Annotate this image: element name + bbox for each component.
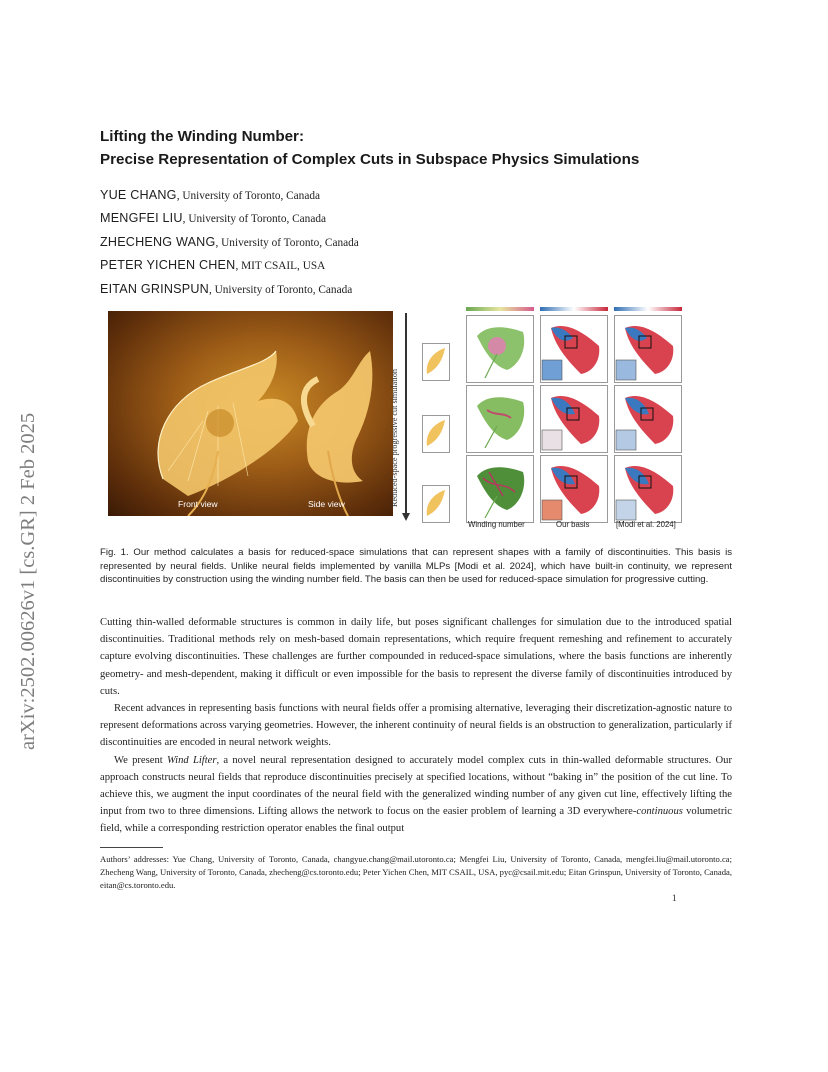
basis-cell-2 (540, 385, 608, 453)
author-name: PETER YICHEN CHEN (100, 258, 236, 273)
author-row (100, 278, 740, 301)
basis-cell-1 (540, 315, 608, 383)
figure-caption: Fig. 1. Our method calculates a basis for reduced-space simulations that can represent shapes with a family of discontinuities. This basis is represented by neural fields. Unlike neural fields implemented by vanilla MLPs [Modi et al. 2024], which have built-in continuity, we represent discontinuities by construction using the winding number field. The basis can then be used for reduced-space simulation for progressive cutting. (100, 547, 732, 585)
progress-arrow-head-icon (402, 513, 410, 521)
author-name: YUE CHANG (100, 188, 177, 202)
modi-cell-1 (614, 315, 682, 383)
author-affiliation: , University of Toronto, Canada (182, 213, 326, 226)
author-row (100, 231, 740, 254)
title-line-2: Precise Representation of Complex Cuts in Subspace Physics Simulations (100, 151, 640, 168)
page-number: 1 (672, 893, 677, 903)
author-affiliation: , University of Toronto, Canada (176, 190, 321, 202)
winding-cell-2 (466, 385, 534, 453)
body-paragraph-3 (100, 752, 732, 838)
author-list (100, 184, 740, 301)
thumb-row1 (422, 343, 450, 381)
progress-arrow-line (405, 313, 407, 518)
col-label-winding: Winding number (468, 520, 525, 529)
author-affiliation: , University of Toronto, Canada (208, 283, 353, 296)
side-caption-text: Reduced-space progressive cut simulation (390, 368, 399, 507)
modi-cell-3 (614, 455, 682, 523)
author-row (100, 254, 740, 277)
simulation-side-caption (387, 335, 401, 515)
front-view-label: Front view (178, 499, 218, 509)
body-text (100, 614, 732, 838)
col-label-modi: [Modi et al. 2024] (616, 520, 676, 529)
winding-cell-3 (466, 455, 534, 523)
p3-emphasis: continuous (636, 806, 683, 818)
thumb-row3 (422, 485, 450, 523)
figure-1 (100, 305, 732, 535)
thumb-row2 (422, 415, 450, 453)
body-paragraph-2: Recent advances in representing basis functions with neural fields offer a promising alternative, leveraging their discretization-agnostic nature to represent deformations across varying geometries. However, the inherent continuity of neural fields is an obstruction to generalization, particularly if discontinuities are encoded in neural network weights. (100, 703, 732, 749)
author-affiliation: , MIT CSAIL, USA (235, 260, 326, 273)
col-label-our-basis: Our basis (556, 520, 590, 529)
p3-text-c: volumetric field, while a corresponding restriction operator enables the final output (100, 806, 732, 835)
paper-title (100, 125, 740, 171)
leaf-photo-art (108, 311, 393, 516)
leaf-photo (108, 311, 393, 516)
p3-text-b: , a novel neural representation designed to accurately model complex cuts in thin-walled deformable structures. Our approach constructs neural fields that reproduce discontinuities precisely at specified locations, without “baking in” the position of the cut line. To achieve this, we augment the input coordinates of the neural field with the generalized winding number of any given cut line, effectively lifting the input from two to three dimensions. Lifting allows the network to focus on the easier problem of learning a 3D everywhere- (100, 754, 732, 818)
title-line-1: Lifting the Winding Number: (100, 128, 305, 145)
body-paragraph-1: Cutting thin-walled deformable structures is common in daily life, but poses significant challenges for simulation due to the introduced spatial discontinuities. Traditional methods rely on mesh-based domain representations, which require frequent remeshing and refinement to accurately capture evolving discontinuities. These challenges are further compounded in reduced-space simulations, where the basis functions are inherently geometry- and mesh-dependent, making it difficult or even impossible for the basis to represent the diverse family of discontinuities introduced by cuts. (100, 617, 732, 697)
author-name: MENGFEI LIU (100, 211, 183, 226)
author-addresses-footnote: Authors’ addresses: Yue Chang, University of Toronto, Canada, changyue.chang@mail.utoronto.ca; Mengfei Liu, University of Toronto, Canada, mengfei.liu@mail.utoronto.ca; Zhecheng Wang, University of Toronto, Canada, zhecheng@cs.toronto.edu; Peter Yichen Chen, MIT CSAIL, USA, pyc@csail.mit.edu; Eitan Grinspun, University of Toronto, Canada, eitan@cs.toronto.edu. (100, 854, 732, 890)
author-row (100, 184, 740, 207)
modi-cell-2 (614, 385, 682, 453)
author-name: EITAN GRINSPUN (100, 281, 209, 296)
our-basis-colorbar (540, 307, 608, 311)
author-name: ZHECHENG WANG (100, 234, 216, 249)
winding-cell-1 (466, 315, 534, 383)
basis-cell-3 (540, 455, 608, 523)
modi-colorbar (614, 307, 682, 311)
side-view-label: Side view (308, 499, 345, 509)
arxiv-stamp (4, 290, 44, 750)
arxiv-stamp-text: arXiv:2502.00626v1 [cs.GR] 2 Feb 2025 (17, 412, 39, 750)
winding-colorbar (466, 307, 534, 311)
footnote-rule (100, 847, 163, 848)
author-affiliation: , University of Toronto, Canada (215, 236, 359, 249)
author-row (100, 207, 740, 230)
p3-method-name: Wind Lifter (166, 754, 217, 766)
p3-text-a: We present (114, 754, 167, 766)
